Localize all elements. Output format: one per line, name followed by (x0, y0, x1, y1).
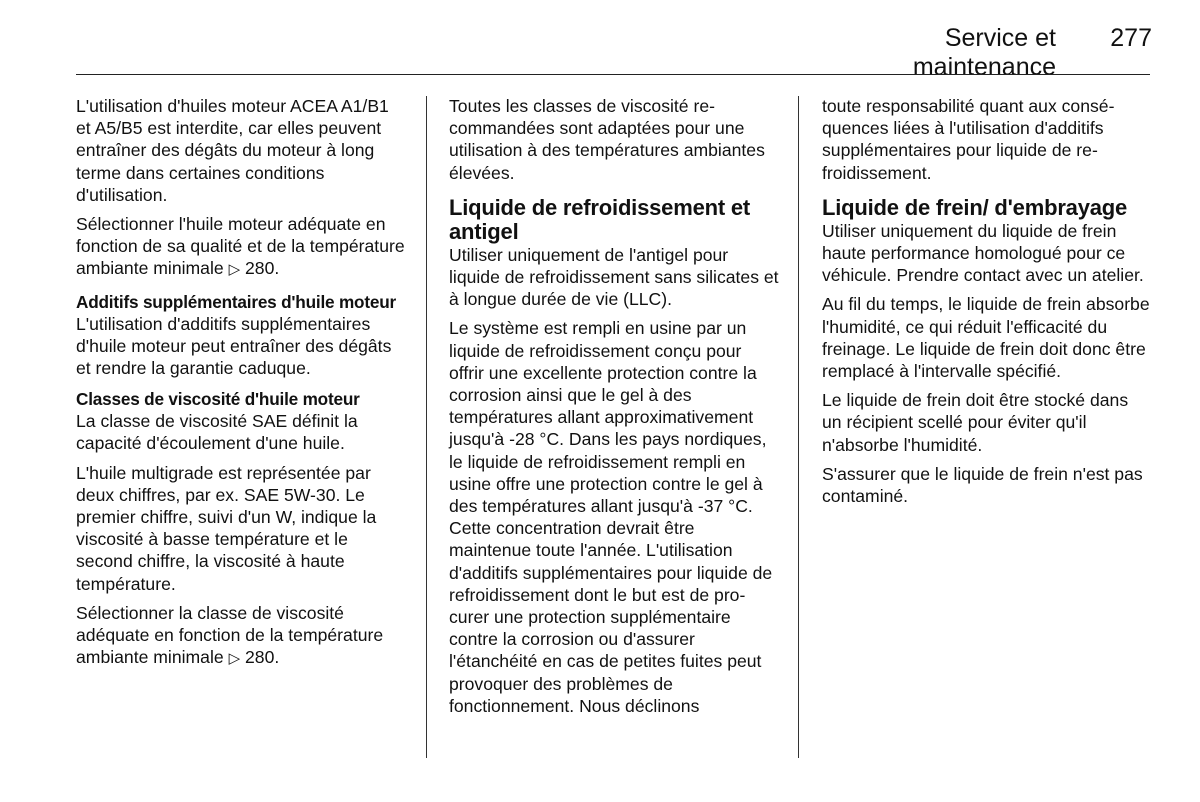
section-heading: Liquide de frein/ d'embrayage (822, 194, 1128, 220)
column-divider (426, 96, 427, 758)
paragraph: Le système est rempli en usine par un liquide de refroidissement conçu pour offrir une excellente protection contre la corrosion ainsi que le gel à des températures allant approximativement jusqu'à -28 °C. Dans les pays nordiques, le liquide de refroidissement rempli en usine offre une protection contre le gel à des températures allant jusqu'à -37 °C. Cette concentration devrait être maintenue toute l'année. L'utilisation d'additifs supplémentaires pour liquide de refroidissement dont le but est de procurer une protection supplémentaire contre la corrosion ou d'assurer l'étanchéité en cas de petites fuites peut provoquer des problèmes de fonctionnement. Nous déclinons (449, 318, 773, 716)
paragraph: Utiliser uniquement de l'antigel pour liquide de refroidissement sans silicates et à longue durée de vie (LLC). (449, 244, 779, 310)
page-reference-arrow-icon: ▷ (228, 650, 241, 668)
paragraph: Toutes les classes de viscosité recommandées sont adaptées pour une utilisation à des températures ambiantes élevées. (449, 96, 765, 183)
paragraph: toute responsabilité quant aux conséquences liées à l'utilisation d'additifs supplémentaires pour liquide de refroidissement. (822, 96, 1115, 183)
column-1 (76, 95, 406, 677)
page-number: 277 (1110, 24, 1152, 52)
subheading: Classes de viscosité d'huile moteur (76, 389, 360, 410)
column-divider (798, 96, 799, 758)
paragraph: L'utilisation d'huiles moteur ACEA A1/B1 et A5/B5 est interdite, car elles peuvent entraîner des dégâts du moteur à long terme dans certaines conditions d'utilisation. (76, 96, 389, 205)
paragraph: S'assurer que le liquide de frein n'est pas contaminé. (822, 463, 1143, 507)
header-rule (76, 74, 1150, 75)
paragraph: L'huile multigrade est représentée par deux chiffres, par ex. SAE 5W-30. Le premier chiffre, suivi d'un W, indique la viscosité à basse température et le second chiffre, la viscosité à haute température. (76, 462, 377, 594)
subheading: Additifs supplémentaires d'huile moteur (76, 291, 397, 312)
section-heading: Liquide de refroidissement et antigel (449, 194, 751, 244)
paragraph: Sélectionner la classe de viscosité adéquate en fonction de la température ambiante minimale ▷ 280. (76, 602, 384, 668)
page-reference: 280. (245, 258, 280, 279)
section-title: Service et maintenance (912, 24, 1056, 81)
paragraph: L'utilisation d'additifs supplémentaires d'huile moteur peut entraîner des dégâts et rendre la garantie caduque. (76, 313, 392, 379)
paragraph: Sélectionner l'huile moteur adéquate en fonction de sa qualité et de la température ambiante minimale ▷ 280. (76, 214, 405, 279)
column-3 (822, 95, 1152, 514)
page-reference: 280. (245, 647, 280, 668)
paragraph: Utiliser uniquement du liquide de frein haute performance homologué pour ce véhicule. Prendre contact avec un atelier. (822, 220, 1144, 286)
page-reference-arrow-icon: ▷ (228, 261, 241, 279)
paragraph: Le liquide de frein doit être stocké dans un récipient scellé pour éviter qu'il n'absorbe l'humidité. (822, 390, 1129, 455)
column-2 (449, 95, 779, 724)
paragraph: La classe de viscosité SAE définit la capacité d'écoulement d'une huile. (76, 411, 358, 454)
paragraph: Au fil du temps, le liquide de frein absorbe l'humidité, ce qui réduit l'efficacité du freinage. Le liquide de frein doit donc être remplacé à l'intervalle spécifié. (822, 294, 1150, 382)
